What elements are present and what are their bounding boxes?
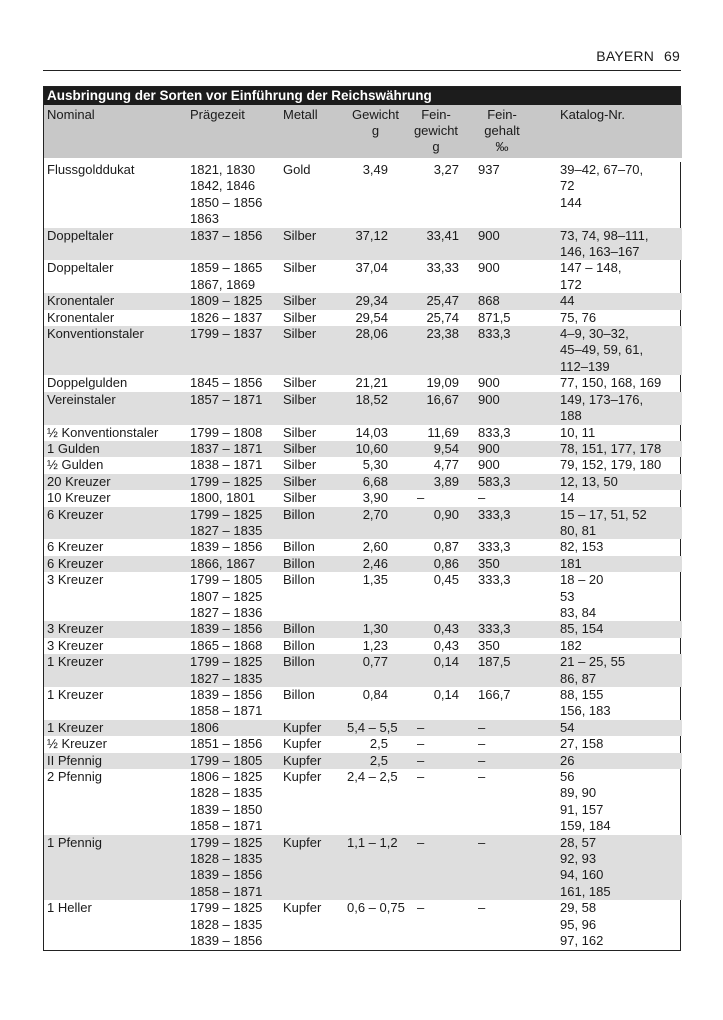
cell-praegezeit: 1799 – 1825 1827 – 1835 [190,506,263,538]
cell-gewicht: 10,60 [355,440,388,456]
cell-feingehalt: 333,3 [478,621,511,637]
cell-gewicht: 6,68 [362,473,388,489]
col-header-gewicht: Gewicht g [352,107,399,138]
cell-metall: Silber [283,391,317,407]
cell-praegezeit: 1799 – 1805 1807 – 1825 1827 – 1836 [190,572,263,620]
cell-praegezeit: 1839 – 1856 1858 – 1871 [190,687,263,719]
table-row [44,375,682,391]
cell-katalog: 15 – 17, 51, 52 80, 81 [560,506,647,538]
table-row [44,392,682,425]
cell-katalog: 182 [560,637,582,653]
cell-gewicht: 29,34 [355,293,388,309]
cell-feingehalt: 900 [478,457,500,473]
cell-metall: Kupfer [283,834,322,850]
cell-gewicht: 28,06 [355,326,388,342]
cell-feingehalt: 833,3 [478,326,511,342]
table-row [44,753,682,769]
cell-metall: Silber [283,424,317,440]
cell-katalog: 39–42, 67–70, 72 144 [560,162,644,210]
coin-table [43,86,681,951]
cell-praegezeit: 1809 – 1825 [190,293,263,309]
cell-metall: Kupfer [283,769,322,785]
cell-feingehalt: 900 [478,227,500,243]
cell-praegezeit: 1839 – 1856 [190,539,263,555]
cell-gewicht: 14,03 [355,424,388,440]
cell-metall: Billon [283,572,315,588]
table-row [44,687,682,720]
cell-metall: Billon [283,637,315,653]
cell-nominal: 6 Kreuzer [47,555,104,571]
cell-feingewicht: – [417,834,425,850]
cell-katalog: 26 [560,752,575,768]
cell-feingehalt: – [478,752,486,768]
table-row [44,638,682,654]
table-row [44,572,682,621]
cell-metall: Silber [283,473,317,489]
cell-gewicht: 0,77 [362,654,388,670]
cell-feingehalt: 833,3 [478,424,511,440]
cell-feingewicht: 3,27 [433,162,459,177]
cell-feingewicht: 11,69 [427,424,459,440]
table-row [44,441,682,457]
cell-praegezeit: 1838 – 1871 [190,457,263,473]
cell-katalog: 181 [560,555,582,571]
cell-feingehalt: 937 [478,162,500,177]
table-row [44,539,682,555]
cell-nominal: Konventionstaler [47,326,144,342]
cell-katalog: 28, 57 92, 93 94, 160 161, 185 [560,834,611,899]
cell-katalog: 77, 150, 168, 169 [560,375,662,391]
cell-feingewicht: 0,14 [433,687,459,702]
cell-nominal: 1 Kreuzer [47,654,104,670]
cell-metall: Silber [283,375,317,391]
cell-feingehalt: 333,3 [478,506,511,522]
cell-metall: Billon [283,506,315,522]
cell-gewicht: 3,90 [362,490,388,506]
cell-katalog: 18 – 20 53 83, 84 [560,572,604,620]
cell-praegezeit: 1826 – 1837 [190,309,263,325]
cell-katalog: 78, 151, 177, 178 [560,440,662,456]
table-body [44,162,682,950]
cell-gewicht: 5,30 [362,457,388,473]
cell-nominal: Doppelgulden [47,375,128,391]
cell-gewicht: 29,54 [355,309,388,325]
table-row [44,228,682,261]
cell-praegezeit: 1800, 1801 [190,490,256,506]
cell-metall: Silber [283,260,317,276]
cell-katalog: 82, 153 [560,539,604,555]
cell-nominal: 10 Kreuzer [47,490,111,506]
cell-feingewicht: 25,47 [426,293,459,309]
cell-katalog: 44 [560,293,575,309]
cell-nominal: Kronentaler [47,293,115,309]
cell-feingehalt: 350 [478,555,500,571]
table-row [44,293,682,309]
cell-nominal: ½ Konventionstaler [47,424,159,440]
cell-feingehalt: 900 [478,440,500,456]
table-row [44,835,682,901]
section-title: BAYERN [596,48,655,64]
cell-feingehalt: 900 [478,375,500,391]
running-head [596,48,680,64]
cell-gewicht: 2,5 [369,752,388,768]
cell-nominal: 1 Pfennig [47,834,102,850]
cell-metall: Silber [283,457,317,473]
cell-feingehalt: – [478,736,486,752]
table-row [44,736,682,752]
cell-feingehalt: 333,3 [478,572,511,588]
cell-gewicht: 1,23 [362,637,388,653]
table-header-row [44,105,682,158]
cell-nominal: 2 Pfennig [47,769,102,785]
cell-nominal: 1 Kreuzer [47,687,104,702]
cell-katalog: 12, 13, 50 [560,473,618,489]
cell-praegezeit: 1799 – 1825 [190,473,263,489]
cell-feingewicht: – [417,490,425,506]
cell-nominal: 6 Kreuzer [47,539,104,555]
cell-praegezeit: 1866, 1867 [190,555,256,571]
cell-metall: Billon [283,654,315,670]
cell-feingehalt: 900 [478,391,500,407]
cell-feingehalt: 187,5 [478,654,511,670]
cell-gewicht: 2,5 [369,736,388,752]
cell-feingewicht: 0,90 [433,506,459,522]
cell-feingewicht: 0,45 [433,572,459,588]
cell-gewicht: 2,46 [362,555,388,571]
cell-praegezeit: 1799 – 1825 1828 – 1835 1839 – 1856 1858 – 1871 [190,834,263,899]
col-header-katalog: Katalog-Nr. [560,107,626,122]
cell-metall: Silber [283,227,317,243]
cell-feingewicht: 3,89 [433,473,459,489]
cell-feingehalt: 333,3 [478,539,511,555]
cell-praegezeit: 1859 – 1865 1867, 1869 [190,260,263,292]
cell-katalog: 4–9, 30–32, 45–49, 59, 61, 112–139 [560,326,644,374]
cell-katalog: 79, 152, 179, 180 [560,457,662,473]
table-row [44,260,682,293]
cell-metall: Gold [283,162,311,177]
cell-feingewicht: 0,86 [433,555,459,571]
cell-nominal: Kronentaler [47,309,115,325]
cell-nominal: 3 Kreuzer [47,572,104,588]
cell-katalog: 85, 154 [560,621,604,637]
cell-feingewicht: 16,67 [426,391,459,407]
cell-feingewicht: 9,54 [433,440,459,456]
table-row [44,621,682,637]
cell-metall: Kupfer [283,736,322,752]
cell-metall: Kupfer [283,719,322,735]
cell-gewicht: 1,30 [362,621,388,637]
cell-nominal: 6 Kreuzer [47,506,104,522]
cell-praegezeit: 1851 – 1856 [190,736,263,752]
cell-katalog: 14 [560,490,575,506]
cell-feingehalt: – [478,490,486,506]
cell-katalog: 27, 158 [560,736,604,752]
cell-praegezeit: 1806 [190,719,219,735]
cell-feingewicht: – [417,719,425,735]
cell-feingewicht: – [417,900,425,916]
cell-feingewicht: 0,43 [433,637,459,653]
cell-metall: Silber [283,309,317,325]
cell-praegezeit: 1806 – 1825 1828 – 1835 1839 – 1850 1858 – 1871 [190,769,263,834]
cell-gewicht: 0,6 – 0,75 [347,900,405,916]
cell-metall: Kupfer [283,752,322,768]
col-header-feingewicht: Fein- gewicht g [413,107,459,154]
cell-nominal: Flussgolddukat [47,162,135,177]
header-rule [43,70,681,71]
cell-feingewicht: – [417,769,425,785]
cell-feingehalt: 900 [478,260,500,276]
col-header-praegezeit: Prägezeit [190,107,245,122]
table-row [44,490,682,506]
cell-nominal: Doppeltaler [47,260,114,276]
cell-gewicht: 2,4 – 2,5 [347,769,398,785]
table-row [44,310,682,326]
table-row [44,654,682,687]
cell-metall: Billon [283,539,315,555]
cell-feingehalt: – [478,719,486,735]
cell-nominal: II Pfennig [47,752,102,768]
cell-katalog: 29, 58 95, 96 97, 162 [560,900,604,949]
cell-katalog: 149, 173–176, 188 [560,391,644,424]
cell-praegezeit: 1821, 1830 1842, 1846 1850 – 1856 1863 [190,162,263,227]
table-row [44,326,682,375]
cell-praegezeit: 1799 – 1805 [190,752,263,768]
cell-gewicht: 0,84 [362,687,388,702]
cell-feingewicht: 4,77 [433,457,459,473]
col-header-metall: Metall [283,107,318,122]
cell-katalog: 75, 76 [560,309,597,325]
cell-praegezeit: 1799 – 1837 [190,326,263,342]
cell-feingewicht: – [417,752,425,768]
cell-metall: Billon [283,621,315,637]
cell-gewicht: 18,52 [355,391,388,407]
cell-praegezeit: 1839 – 1856 [190,621,263,637]
cell-gewicht: 1,1 – 1,2 [347,834,398,850]
col-header-nominal: Nominal [47,107,95,122]
cell-feingehalt: 868 [478,293,500,309]
table-row [44,556,682,572]
cell-gewicht: 37,04 [355,260,388,276]
cell-feingewicht: 19,09 [426,375,459,391]
cell-praegezeit: 1865 – 1868 [190,637,263,653]
table-row [44,900,682,949]
cell-gewicht: 2,70 [362,506,388,522]
cell-nominal: 1 Kreuzer [47,719,104,735]
cell-feingehalt: 583,3 [478,473,511,489]
cell-nominal: ½ Gulden [47,457,104,473]
cell-feingehalt: 350 [478,637,500,653]
cell-gewicht: 37,12 [355,227,388,243]
cell-gewicht: 3,49 [362,162,388,177]
table-row [44,720,682,736]
cell-metall: Silber [283,440,317,456]
cell-katalog: 21 – 25, 55 86, 87 [560,654,626,686]
cell-feingehalt: – [478,769,486,785]
cell-katalog: 73, 74, 98–111, 146, 163–167 [560,227,649,260]
cell-feingewicht: 0,43 [433,621,459,637]
cell-praegezeit: 1799 – 1825 1827 – 1835 [190,654,263,686]
cell-nominal: 3 Kreuzer [47,621,104,637]
cell-katalog: 56 89, 90 91, 157 159, 184 [560,769,611,834]
cell-praegezeit: 1845 – 1856 [190,375,263,391]
table-title: Ausbringung der Sorten vor Einführung der Reichswährung [44,87,680,105]
cell-metall: Billon [283,687,315,702]
coin-data-table [44,105,682,950]
cell-gewicht: 21,21 [355,375,388,391]
cell-praegezeit: 1799 – 1825 1828 – 1835 1839 – 1856 [190,900,263,949]
cell-praegezeit: 1837 – 1871 [190,440,263,456]
cell-metall: Billon [283,555,315,571]
cell-feingewicht: 23,38 [426,326,459,342]
col-header-feingehalt: Fein- gehalt ‰ [484,107,520,154]
cell-feingewicht: 33,33 [426,260,459,276]
cell-nominal: Vereinstaler [47,391,116,407]
cell-feingehalt: 871,5 [478,309,511,325]
cell-feingehalt: – [478,834,486,850]
cell-nominal: 20 Kreuzer [47,473,111,489]
cell-katalog: 10, 11 [560,424,596,440]
cell-praegezeit: 1799 – 1808 [190,424,263,440]
cell-nominal: Doppeltaler [47,227,114,243]
cell-feingewicht: 33,41 [426,227,459,243]
cell-katalog: 88, 155 156, 183 [560,687,611,719]
page-number: 69 [664,48,680,64]
cell-feingewicht: 25,74 [426,309,459,325]
cell-feingehalt: – [478,900,486,916]
cell-feingewicht: 0,14 [433,654,459,670]
cell-gewicht: 5,4 – 5,5 [347,719,398,735]
cell-katalog: 54 [560,719,575,735]
cell-nominal: 1 Gulden [47,440,100,456]
cell-katalog: 147 – 148, 172 [560,260,622,292]
cell-nominal: 3 Kreuzer [47,637,104,653]
cell-metall: Silber [283,293,317,309]
table-row [44,162,682,228]
cell-gewicht: 1,35 [362,572,388,588]
cell-metall: Silber [283,490,317,506]
cell-metall: Silber [283,326,317,342]
cell-feingewicht: 0,87 [433,539,459,555]
cell-praegezeit: 1857 – 1871 [190,391,263,407]
cell-nominal: ½ Kreuzer [47,736,107,752]
cell-metall: Kupfer [283,900,322,916]
cell-nominal: 1 Heller [47,900,92,916]
cell-feingewicht: – [417,736,425,752]
cell-feingehalt: 166,7 [478,687,511,702]
table-row [44,457,682,473]
table-row [44,474,682,490]
table-row [44,507,682,540]
cell-gewicht: 2,60 [362,539,388,555]
cell-praegezeit: 1837 – 1856 [190,227,263,243]
table-row [44,425,682,441]
table-row [44,769,682,835]
